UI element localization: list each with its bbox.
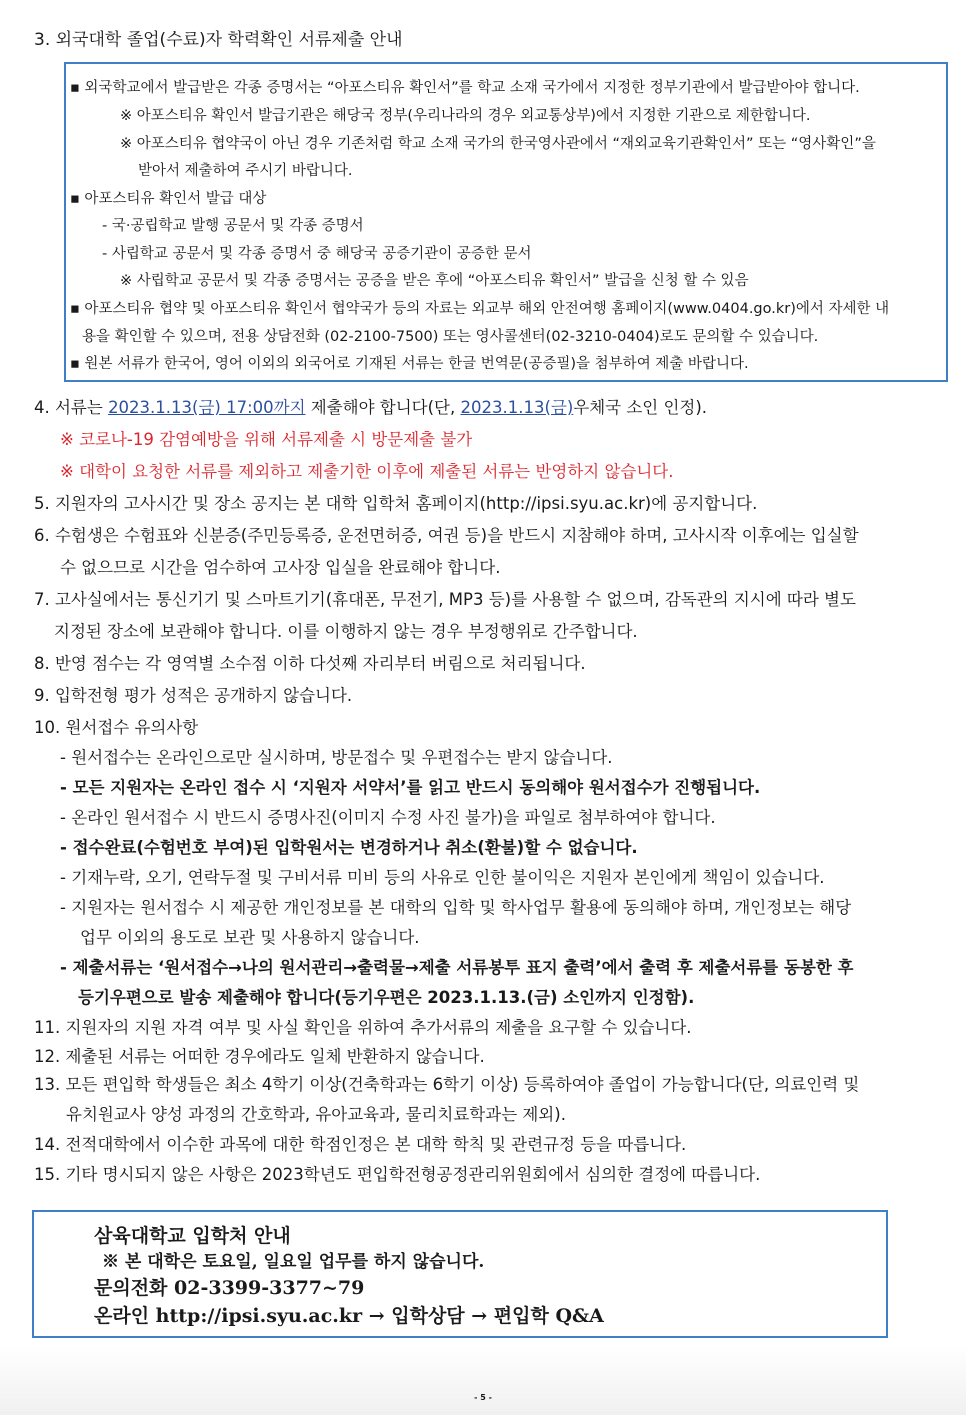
item-4-postmark-date: 2023.1.13(금): [460, 398, 574, 417]
item-7-cont: 지정된 장소에 보관해야 합니다. 이를 이행하지 않는 경우 부정행위로 간주합니다.: [54, 622, 638, 641]
item-10-sub-2: - 모든 지원자는 온라인 접수 시 ‘지원자 서약서’를 읽고 반드시 동의해야 원서접수가 진행됩니다.: [60, 778, 761, 797]
item-4: [34, 398, 707, 418]
item-4-suffix: 우체국 소인 인정).: [573, 398, 708, 417]
item-13-cont: 유치원교사 양성 과정의 간호학과, 유아교육과, 물리치료학과는 제외).: [66, 1105, 566, 1124]
contact-info-box: [32, 1210, 888, 1338]
apostille-info-box: [64, 62, 948, 382]
item-5: 5. 지원자의 고사시간 및 장소 공지는 본 대학 입학처 홈페이지(http://ipsi.syu.ac.kr)에 공지합니다.: [34, 494, 758, 513]
item-10: 10. 원서접수 유의사항: [34, 718, 199, 737]
item-4-deadline: 2023.1.13(금) 17:00까지: [108, 398, 306, 417]
box-note-1: ※ 아포스티유 확인서 발급기관은 해당국 정부(우리나라의 경우 외교통상부)에서 지정한 기관으로 제한합니다.: [120, 108, 811, 124]
item-10-sub-7: - 제출서류는 ‘원서접수→나의 원서관리→출력물→제출 서류봉투 표지 출력’에서 출력 후 제출서류를 동봉한 후: [60, 958, 854, 977]
box-bullet-2: ▪ 아포스티유 확인서 발급 대상: [70, 191, 267, 207]
box-dash-2: - 사립학교 공문서 및 각종 증명서 중 해당국 공증기관이 공증한 문서: [102, 246, 532, 262]
item-10-sub-5: - 기재누락, 오기, 연락두절 및 구비서류 미비 등의 사유로 인한 불이익은 지원자 본인에게 책임이 있습니다.: [60, 868, 825, 887]
item-12: 12. 제출된 서류는 어떠한 경우에라도 일체 반환하지 않습니다.: [34, 1047, 485, 1066]
contact-note: ※ 본 대학은 토요일, 일요일 업무를 하지 않습니다.: [102, 1252, 485, 1272]
item-10-sub-6: - 지원자는 원서접수 시 제공한 개인정보를 본 대학의 입학 및 학사업무 활용에 동의해야 하며, 개인정보는 해당: [60, 898, 852, 917]
item-4-mid: 제출해야 합니다(단,: [305, 398, 461, 417]
contact-title: 삼육대학교 입학처 안내: [94, 1225, 291, 1247]
item-10-sub-1: - 원서접수는 온라인으로만 실시하며, 방문접수 및 우편접수는 받지 않습니다.: [60, 748, 613, 767]
item-10-sub-3: - 온라인 원서접수 시 반드시 증명사진(이미지 수정 사진 불가)을 파일로 첨부하여야 합니다.: [60, 808, 716, 827]
box-note-2: ※ 아포스티유 협약국이 아닌 경우 기존처럼 학교 소재 국가의 한국영사관에서 “재외교육기관확인서” 또는 “영사확인”을: [120, 136, 876, 152]
item-6-cont: 수 없으므로 시간을 엄수하여 고사장 입실을 완료해야 합니다.: [60, 558, 501, 577]
item-9: 9. 입학전형 평가 성적은 공개하지 않습니다.: [34, 686, 353, 705]
item-10-sub-6-cont: 업무 이외의 용도로 보관 및 사용하지 않습니다.: [80, 928, 420, 947]
box-bullet-3-cont: 용을 확인할 수 있으며, 전용 상담전화 (02-2100-7500) 또는 영사콜센터(02-3210-0404)로도 문의할 수 있습니다.: [82, 329, 819, 345]
contact-phone: 문의전화 02-3399-3377~79: [94, 1277, 365, 1299]
item-8: 8. 반영 점수는 각 영역별 소수점 이하 다섯째 자리부터 버림으로 처리됩니다.: [34, 654, 586, 673]
item-4-prefix: 4. 서류는: [34, 398, 109, 417]
box-dash-1: - 국·공립학교 발행 공문서 및 각종 증명서: [102, 218, 364, 234]
item-4-note-1: ※ 코로나-19 감염예방을 위해 서류제출 시 방문제출 불가: [60, 430, 473, 449]
section-3-heading: 3. 외국대학 졸업(수료)자 학력확인 서류제출 안내: [34, 30, 403, 50]
box-note-2-cont: 받아서 제출하여 주시기 바랍니다.: [138, 163, 353, 179]
box-bullet-3: ▪ 아포스티유 협약 및 아포스티유 확인서 협약국가 등의 자료는 외교부 해외 안전여행 홈페이지(www.0404.go.kr)에서 자세한 내: [70, 301, 890, 317]
item-4-note-2: ※ 대학이 요청한 서류를 제외하고 제출기한 이후에 제출된 서류는 반영하지 않습니다.: [60, 462, 674, 481]
box-bullet-1: ▪ 외국학교에서 발급받은 각종 증명서는 “아포스티유 확인서”를 학교 소재 국가에서 지정한 정부기관에서 발급받아야 합니다.: [70, 80, 860, 96]
item-13: 13. 모든 편입학 학생들은 최소 4학기 이상(건축학과는 6학기 이상) 등록하여야 졸업이 가능합니다(단, 의료인력 및: [34, 1075, 860, 1094]
item-14: 14. 전적대학에서 이수한 과목에 대한 학점인정은 본 대학 학칙 및 관련규정 등을 따릅니다.: [34, 1135, 687, 1154]
contact-online: 온라인 http://ipsi.syu.ac.kr → 입학상담 → 편입학 Q&A: [94, 1305, 604, 1327]
box-note-3: ※ 사립학교 공문서 및 각종 증명서는 공증을 받은 후에 “아포스티유 확인서” 발급을 신청 할 수 있음: [120, 273, 749, 289]
item-7: 7. 고사실에서는 통신기기 및 스마트기기(휴대폰, 무전기, MP3 등)를 사용할 수 없으며, 감독관의 지시에 따라 별도: [34, 590, 856, 609]
item-10-sub-4: - 접수완료(수험번호 부여)된 입학원서는 변경하거나 취소(환불)할 수 없습니다.: [60, 838, 638, 857]
item-6: 6. 수험생은 수험표와 신분증(주민등록증, 운전면허증, 여권 등)을 반드시 지참해야 하며, 고사시작 이후에는 입실할: [34, 526, 859, 545]
box-bullet-4: ▪ 원본 서류가 한국어, 영어 이외의 외국어로 기재된 서류는 한글 번역문(공증필)을 첨부하여 제출 바랍니다.: [70, 356, 749, 372]
item-10-sub-7-cont: 등기우편으로 발송 제출해야 합니다(등기우편은 2023.1.13.(금) 소인까지 인정함).: [78, 988, 695, 1007]
item-11: 11. 지원자의 지원 자격 여부 및 사실 확인을 위하여 추가서류의 제출을 요구할 수 있습니다.: [34, 1018, 692, 1037]
item-15: 15. 기타 명시되지 않은 사항은 2023학년도 편입학전형공정관리위원회에서 심의한 결정에 따릅니다.: [34, 1165, 761, 1184]
page-number: - 5 -: [474, 1393, 492, 1402]
